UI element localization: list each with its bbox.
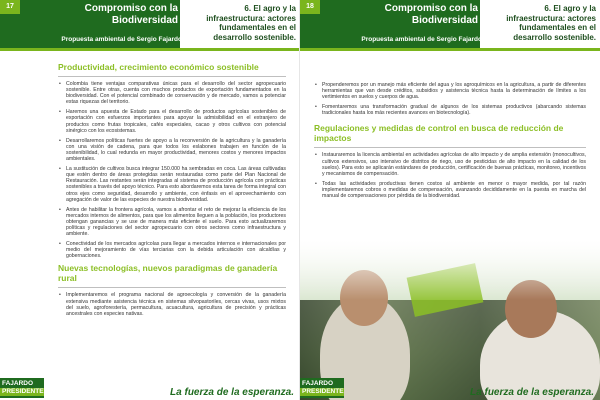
list-item: • Colombia tiene ventajas comparativas únicas para el desarrollo del sector agropecuario sostenible. Entre otras, cuenta con muchos productos de exportación fundamentados en la biodiversidad. Con el potencial combinado de conservación y de mercado, vamos a potenciar estas riquezas del territorio. — [58, 81, 286, 105]
list-item: • Instauraremos la licencia ambiental en actividades agrícolas de alto impacto y de amplia extensión (monocultivos, cultivos extensivos, uso intensivo de distritos de riego, uso de pesticidas de alto impacto en la calidad de los suelos). Para esto se aplicarán estándares de producción, certificación de buenas prácticas, monitoreo, incentivos y mecanismos de compensación. — [314, 152, 586, 176]
brand-title: Compromiso con la Biodiversidad — [84, 3, 178, 26]
bullets-productividad — [58, 81, 286, 259]
logo-line-2: PRESIDENTE — [302, 388, 344, 395]
list-item: • Antes de habilitar la frontera agrícola, vamos a afrontar el reto de mejorar la eficiencia de los mercados internos de alimentos, para que los alimentos lleguen a la población, los productores obtengan ganancias y se use de manera más eficiente el suelo. Para esto actualizaremos políticas y regulaciones del sector agropecuario con otros sectores como infraestructura y ambiente. — [58, 207, 286, 237]
fajardo-logo — [300, 378, 344, 398]
bullets-top — [314, 82, 586, 116]
header-accent-strip — [0, 48, 300, 51]
list-item: • Todas las actividades productivas tienen costos al ambiente en menor o mayor medida, por tal razón implementaremos cobros o medidas de compensación, avanzando decididamente en la puesta en marcha del manual de compensaciones por pérdida de la biodiversidad. — [314, 181, 586, 199]
header-subtitle: Propuesta ambiental de Sergio Fajardo — [361, 36, 482, 43]
campaign-photo — [300, 240, 600, 400]
slogan: La fuerza de la esperanza. — [170, 387, 294, 398]
header-accent-strip — [300, 48, 600, 51]
section-title: 6. El agro y la infraestructura: actores fundamentales en el desarrollo sostenible. — [206, 4, 296, 42]
right-content — [314, 82, 586, 203]
right-page — [300, 0, 600, 400]
list-item: • La sustitución de cultivos busca integrar 150.000 ha sembradas en coca. Las áreas cultivadas que estén dentro de áreas protegidas serán restauradas como parte del Plan Nacional de Restauración. Las restantes serán integradas al sistema de producción agrícola con prácticas sostenibles a través del apoyo técnico. Para esto abordaremos esta tarea de forma integral con otros ejes como seguridad, desarrollo y ambiente, con énfasis en el aprovechamiento con agregación de valor de las especies de nuestra biodiversidad. — [58, 166, 286, 203]
bullets-regulaciones — [314, 152, 586, 199]
brand-title: Compromiso con la Biodiversidad — [384, 3, 478, 26]
fajardo-logo — [0, 378, 44, 398]
page-number: 17 — [0, 0, 20, 14]
page-number: 18 — [300, 0, 320, 14]
slogan: La fuerza de la esperanza. — [470, 387, 594, 398]
list-item: • Haremos una apuesta de Estado para el desarrollo de productos agrícolas sostenibles de exportación con esfuerzos importantes para apoyar la admisibilidad en el extranjero de productos como frutas tropicales, cafés especiales, cacao y otros cultivos con potencial sinérgico con los ecosistemas. — [58, 109, 286, 133]
list-item: • Desarrollaremos políticas fuertes de apoyo a la reconversión de la agricultura y la ganadería con una visión de cadena, para que todos los eslabones trabajen en función de la sostenibilidad, lo cual redunda en mayor productividad, menores costos y menores impactos ambientales. — [58, 138, 286, 162]
page-header — [300, 0, 600, 48]
header-subtitle: Propuesta ambiental de Sergio Fajardo — [61, 36, 182, 43]
list-item: • Conectividad de los mercados agrícolas para llegar a mercados internos e internacionales por medio del mejoramiento de vías terciarias con la debida articulación con alcaldías y gobernaciones. — [58, 241, 286, 259]
heading-tecnologias: Nuevas tecnologías, nuevos paradigmas de ganadería rural — [58, 263, 278, 284]
heading-regulaciones: Regulaciones y medidas de control en busca de reducción de impactos — [314, 123, 564, 144]
heading-productividad: Productividad, crecimiento económico sostenible — [58, 62, 259, 72]
section-title: 6. El agro y la infraestructura: actores fundamentales en el desarrollo sostenible. — [506, 4, 596, 42]
list-item: • Implementaremos el programa nacional de agroecología y conversión de la ganadería extensiva mediante asistencia técnica en sistemas silvopastoriles, cercas vivas, usos mixtos del suelo, agroforestería, permacultura, acuacultura, agricultura de precisión y prácticas ancestrales con especies nativas. — [58, 292, 286, 316]
logo-line-1: FAJARDO — [302, 380, 334, 387]
bullets-tecnologias — [58, 292, 286, 316]
left-content — [58, 62, 286, 321]
page-header — [0, 0, 300, 48]
heading-rule — [58, 76, 286, 77]
list-item: • Fomentaremos una transformación gradual de algunos de los sistemas productivos (abarcando sistemas tradicionales hasta los más recientes avances en biotecnología). — [314, 104, 586, 116]
logo-line-1: FAJARDO — [2, 380, 34, 387]
heading-rule — [58, 287, 286, 288]
heading-rule — [314, 147, 586, 148]
photo-fade — [300, 240, 600, 300]
list-item: • Propenderemos por un manejo más eficiente del agua y los agroquímicos en la agricultura, a partir de diferentes herramientas que van desde créditos, subsidios y asistencia técnica hasta la determinación de límites a los vertimientos en suelos y cuerpos de agua. — [314, 82, 586, 100]
logo-line-2: PRESIDENTE — [2, 388, 44, 395]
